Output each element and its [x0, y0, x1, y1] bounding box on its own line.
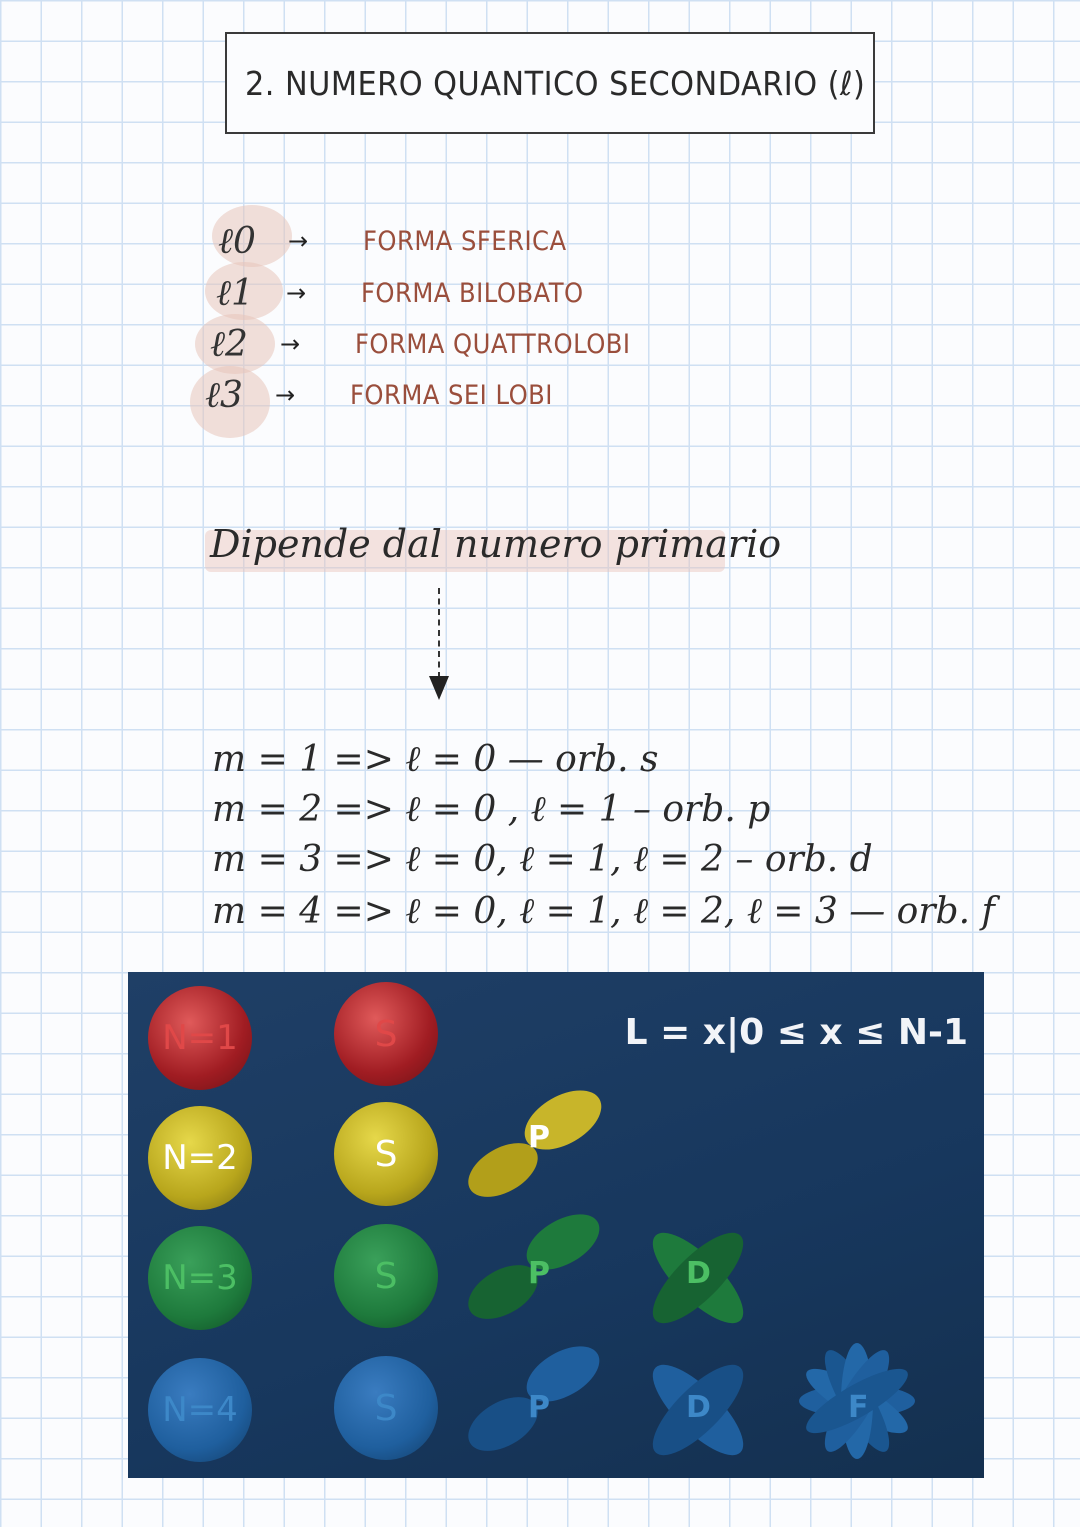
shape-label: FORMA BILOBATO	[361, 277, 584, 309]
s-label: S	[374, 1013, 398, 1055]
n-label: N=3	[162, 1258, 238, 1298]
orbital-figure	[128, 972, 984, 1478]
depends-note: Dipende dal numero primario	[210, 522, 782, 566]
s-orbital-sphere	[334, 1102, 438, 1206]
arrow-icon: →	[286, 279, 307, 307]
l-symbol: ℓ0	[218, 221, 256, 262]
l-symbol: ℓ3	[205, 375, 243, 416]
n-sphere	[148, 1106, 252, 1210]
s-label: S	[374, 1255, 398, 1297]
arrow-down-icon	[429, 676, 449, 700]
s-label: S	[374, 1133, 398, 1175]
shape-label: FORMA SEI LOBI	[350, 379, 553, 411]
l-symbol: ℓ1	[216, 273, 254, 314]
p-label: P	[528, 1256, 550, 1291]
rule-line-3: m = 3 => ℓ = 0, ℓ = 1, ℓ = 2 – orb. d	[212, 839, 873, 880]
arrow-icon: →	[288, 227, 309, 255]
n-label: N=4	[162, 1390, 238, 1430]
s-label: S	[374, 1387, 398, 1429]
n-sphere	[148, 986, 252, 1090]
f-label: F	[848, 1390, 869, 1425]
l-symbol: ℓ2	[210, 324, 248, 365]
title-box	[225, 32, 875, 134]
shape-row-l3	[205, 374, 575, 416]
p-label: P	[528, 1390, 550, 1425]
n-sphere	[148, 1358, 252, 1462]
rule-line-4: m = 4 => ℓ = 0, ℓ = 1, ℓ = 2, ℓ = 3 — orb. f	[212, 891, 995, 932]
shape-label: FORMA SFERICA	[363, 225, 567, 257]
arrow-icon: →	[280, 330, 301, 358]
d-label: D	[686, 1256, 711, 1291]
rule-line-1: m = 1 => ℓ = 0 — orb. s	[212, 739, 659, 780]
s-orbital-sphere	[334, 982, 438, 1086]
dashed-line	[438, 588, 440, 678]
shape-row-l2	[210, 323, 661, 365]
s-orbital-sphere	[334, 1224, 438, 1328]
s-orbital-sphere	[334, 1356, 438, 1460]
rule-line-2: m = 2 => ℓ = 0 , ℓ = 1 – orb. p	[212, 789, 771, 830]
formula-text: L = x|0 ≤ x ≤ N-1	[624, 1012, 968, 1053]
n-sphere	[148, 1226, 252, 1330]
shape-row-l1	[216, 272, 608, 314]
p-label: P	[528, 1120, 550, 1155]
shape-row-l0	[218, 220, 589, 262]
n-label: N=2	[162, 1138, 238, 1178]
arrow-icon: →	[275, 381, 296, 409]
d-label: D	[686, 1390, 711, 1425]
page-title: 2. NUMERO QUANTICO SECONDARIO (ℓ)	[245, 63, 866, 103]
shape-label: FORMA QUATTROLOBI	[355, 328, 631, 360]
n-label: N=1	[162, 1018, 238, 1058]
